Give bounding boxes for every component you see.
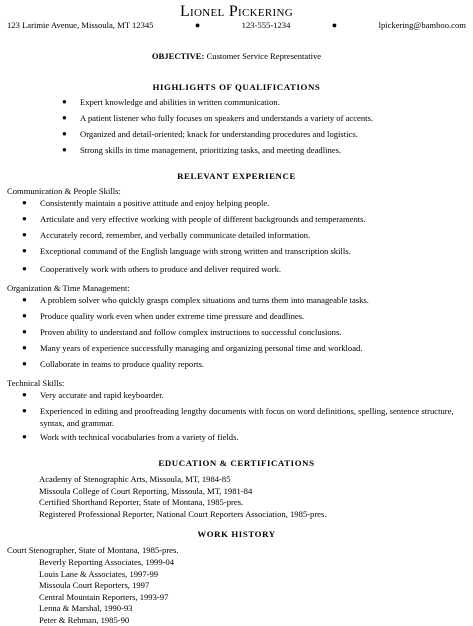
list-item: ● Cooperatively work with others to produce and deliver required work. <box>40 264 471 280</box>
list-item: ● Accurately record, remember, and verbally communicate detailed information. <box>40 230 471 246</box>
list-item: ● Very accurate and rapid keyboarder. <box>40 390 471 405</box>
bullet-icon: ● <box>22 214 27 224</box>
list-item: ● Expert knowledge and abilities in written communication. <box>80 97 469 113</box>
communication-label: Communication & People Skills: <box>7 186 121 197</box>
bullet-icon: ● <box>62 113 67 123</box>
highlights-heading: HIGHLIGHTS OF QUALIFICATIONS <box>0 82 473 93</box>
education-heading: EDUCATION & CERTIFICATIONS <box>0 458 473 469</box>
bullet-icon: ● <box>22 390 27 400</box>
list-item: ● Produce quality work even when under extreme time pressure and deadlines. <box>40 311 471 327</box>
list-item: ● Strong skills in time management, prioritizing tasks, and meeting deadlines. <box>80 145 469 161</box>
list-item: ● Organized and detail-oriented; knack for understanding procedures and logistics. <box>80 129 469 145</box>
list-item: ● A problem solver who quickly grasps complex situations and turns them into manageable tasks. <box>40 295 471 311</box>
work-heading: WORK HISTORY <box>0 529 473 540</box>
highlights-list <box>80 97 469 161</box>
bullet-icon: ● <box>22 230 27 240</box>
education-item: Missoula College of Court Reporting, Missoula, MT, 1981-84 <box>39 486 327 498</box>
list-item: ● Work with technical vocabularies from a variety of fields. <box>40 432 471 446</box>
bullet-icon: ● <box>22 311 27 321</box>
list-item: ● Exceptional command of the English language with strong written and transcription skills. <box>40 246 471 262</box>
list-item: ● Articulate and very effective working with people of different backgrounds and temperaments. <box>40 214 471 230</box>
education-item: Certified Shorthand Reporter, State of Montana, 1985-pres. <box>39 497 327 509</box>
work-item: Louis Lane & Associates, 1997-99 <box>39 569 174 581</box>
organization-label: Organization & Time Management: <box>7 283 130 294</box>
list-item: ● Many years of experience successfully managing and organizing personal time and workload. <box>40 343 471 359</box>
bullet-icon: ● <box>22 246 27 256</box>
bullet-icon: ● <box>62 145 67 155</box>
list-item: ● Consistently maintain a positive attitude and enjoy helping people. <box>40 198 471 214</box>
work-item: Beverly Reporting Associates, 1999-04 <box>39 557 174 569</box>
work-list <box>39 557 174 626</box>
list-item: ● Experienced in editing and proofreading lengthy documents with focus on word definitions, spelling, sentence structure, syntax, and grammar. <box>40 405 471 432</box>
bullet-icon: ● <box>22 343 27 353</box>
email: lpickering@bamboo.com <box>379 20 466 31</box>
list-item: ● Proven ability to understand and follow complex instructions to successful conclusions. <box>40 327 471 343</box>
bullet-icon: ● <box>22 295 27 305</box>
bullet-icon: ● <box>62 97 67 107</box>
bullet-icon: ● <box>22 432 27 442</box>
technical-list <box>40 390 471 446</box>
bullet-icon: ● <box>22 264 27 274</box>
bullet-icon: ● <box>22 198 27 208</box>
bullet-icon: ● <box>62 129 67 139</box>
phone: 123-555-1234 <box>242 20 291 31</box>
objective-text: Customer Service Representative <box>207 51 322 61</box>
objective-label: OBJECTIVE: <box>152 51 205 61</box>
bullet-icon: ● <box>22 327 27 337</box>
education-item: Academy of Stenographic Arts, Missoula, MT, 1984-85 <box>39 474 327 486</box>
work-item: Missoula Court Reporters, 1997 <box>39 580 174 592</box>
work-lead: Court Stenographer, State of Montana, 1985-pres. <box>7 545 179 556</box>
bullet-icon: ● <box>22 405 27 417</box>
contact-line <box>7 20 466 31</box>
objective <box>0 51 473 62</box>
address: 123 Larimie Avenue, Missoula, MT 12345 <box>7 20 153 31</box>
education-item: Registered Professional Reporter, National Court Reporters Association, 1985-pres. <box>39 509 327 521</box>
bullet-separator-icon: ● <box>332 20 337 31</box>
technical-label: Technical Skills: <box>7 378 64 389</box>
list-item: ● Collaborate in teams to produce quality reports. <box>40 359 471 375</box>
bullet-icon: ● <box>22 359 27 369</box>
bullet-separator-icon: ● <box>195 20 200 31</box>
education-list <box>39 474 327 520</box>
applicant-name: Lionel Pickering <box>0 2 473 22</box>
work-item: Peter & Rehman, 1985-90 <box>39 615 174 626</box>
organization-list <box>40 295 471 375</box>
experience-heading: RELEVANT EXPERIENCE <box>0 171 473 182</box>
work-item: Central Mountain Reporters, 1993-97 <box>39 592 174 604</box>
communication-list <box>40 198 471 280</box>
list-item: ● A patient listener who fully focuses on speakers and understands a variety of accents. <box>80 113 469 129</box>
work-item: Lenna & Marshal, 1990-93 <box>39 603 174 615</box>
